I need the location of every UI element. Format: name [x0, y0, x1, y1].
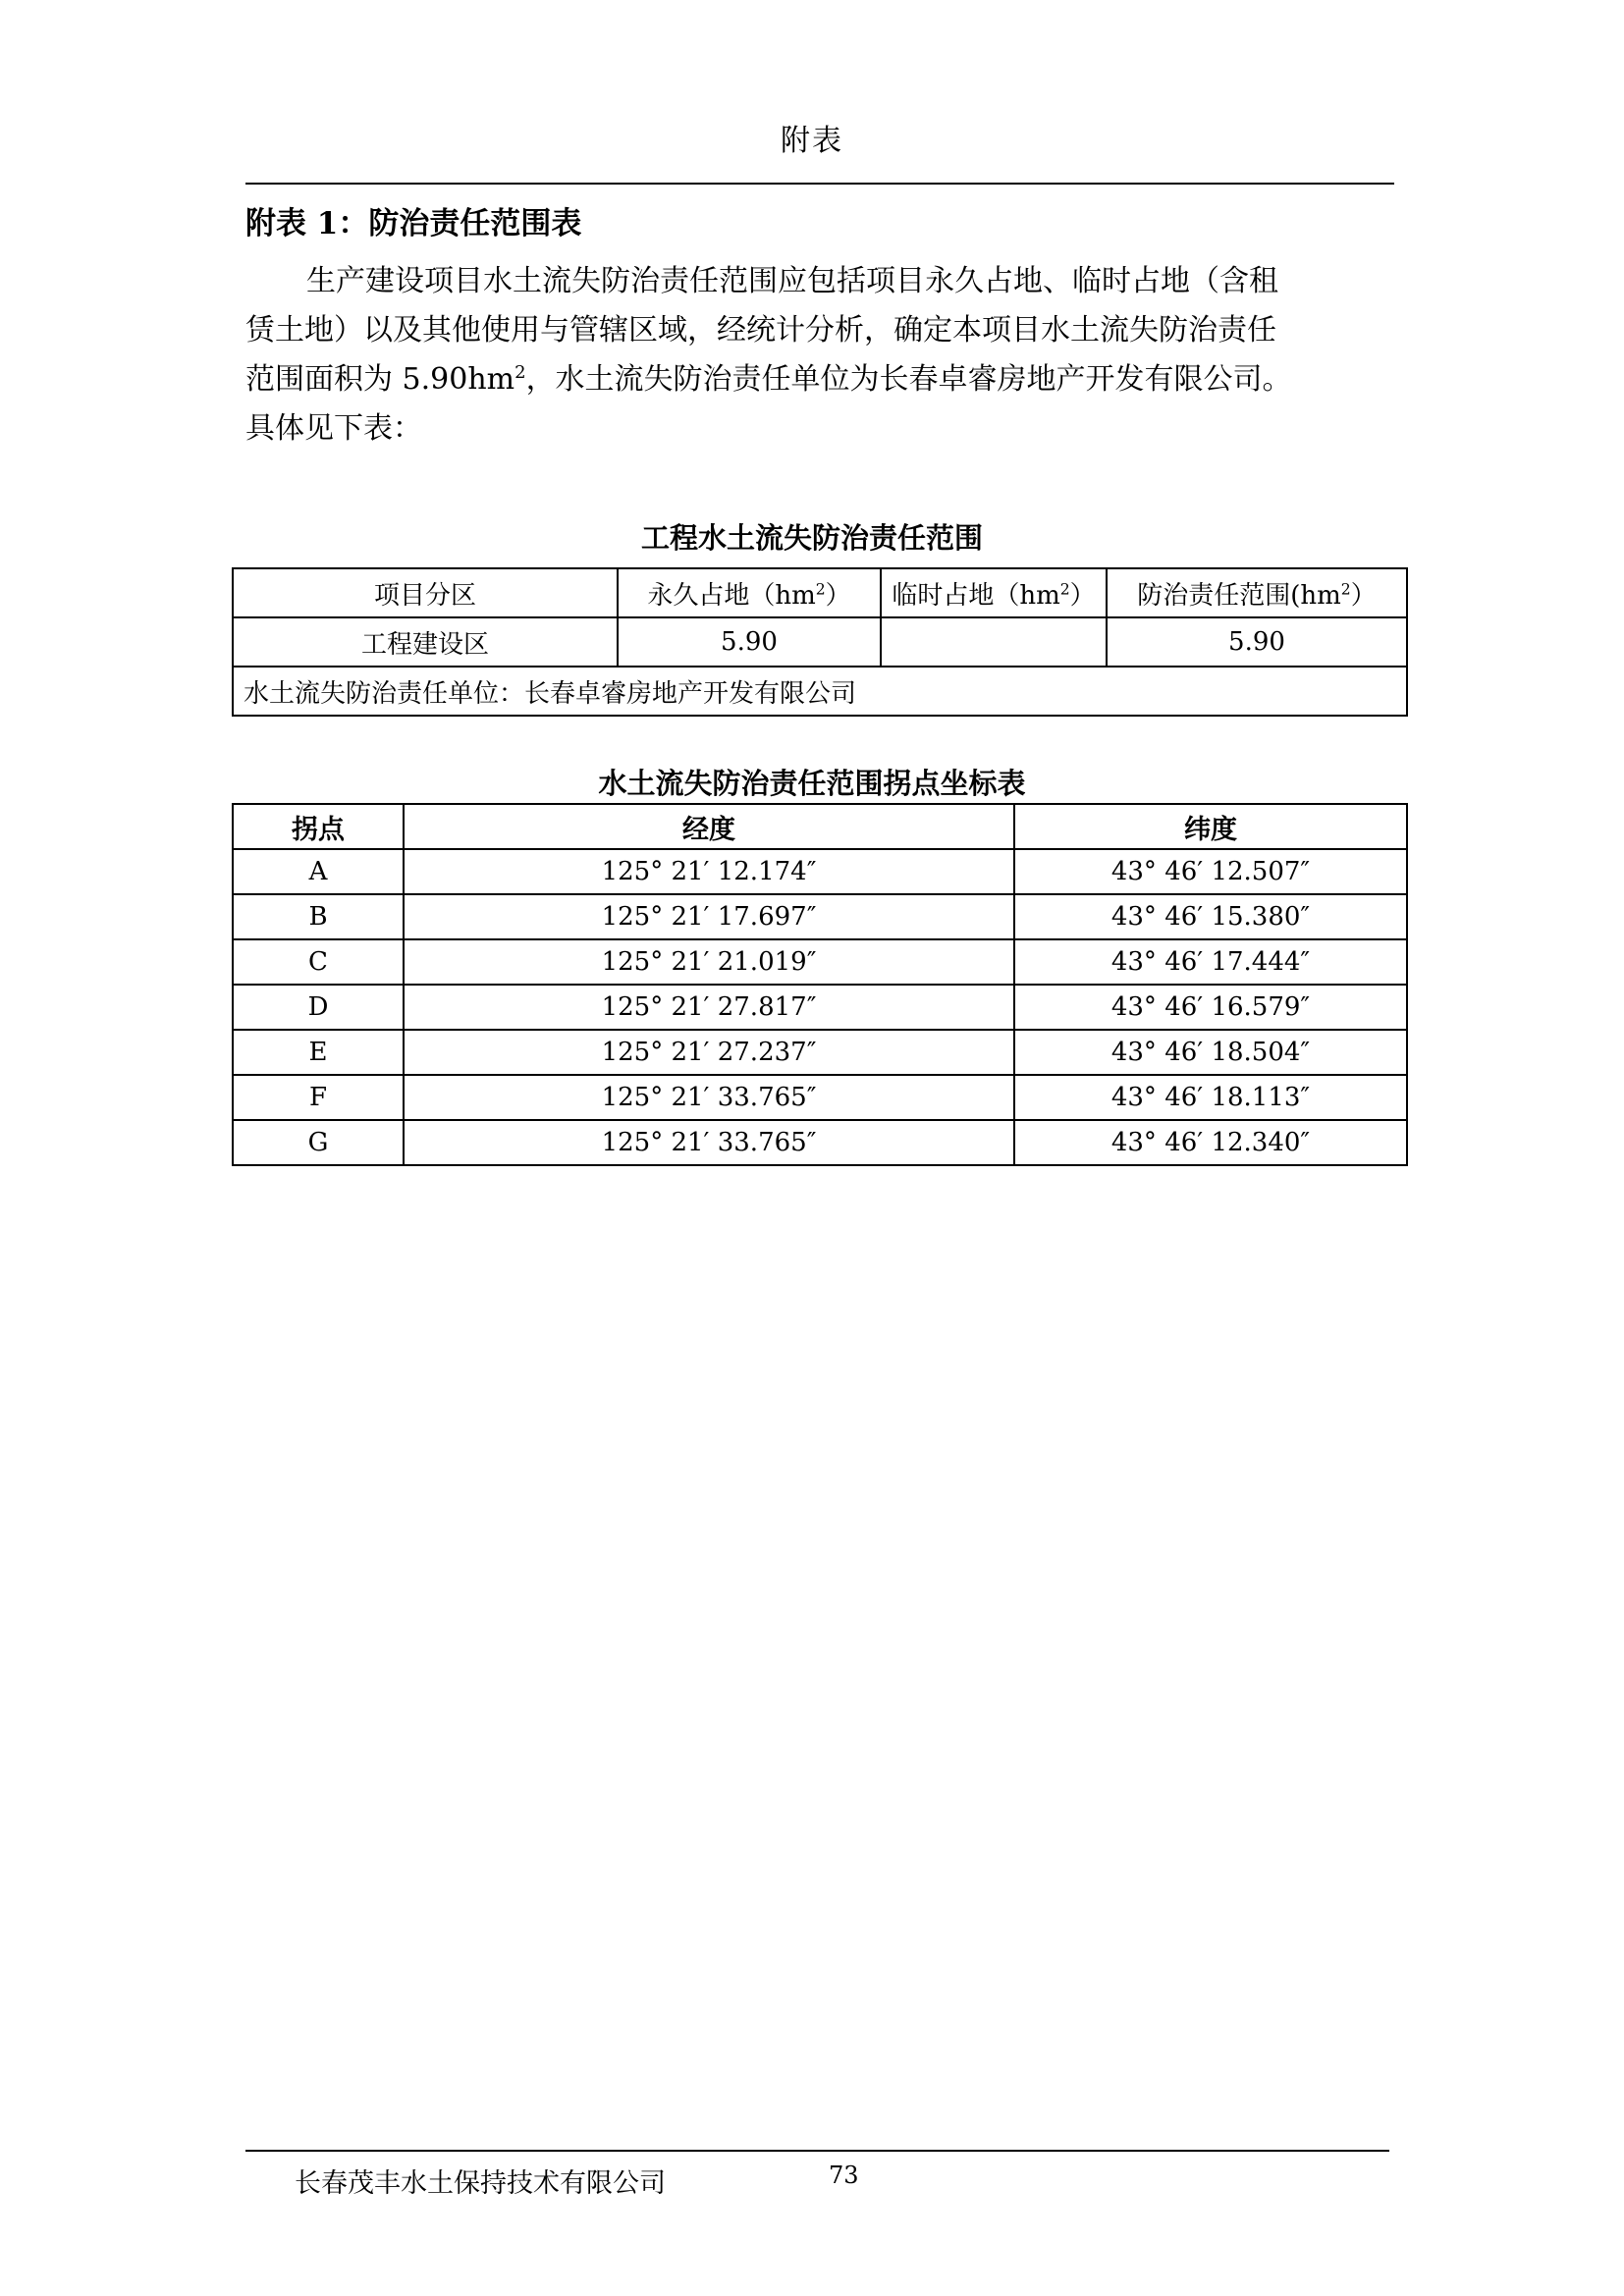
table-row — [233, 939, 1407, 985]
latitude-cell: 43° 46′ 16.579″ — [1014, 985, 1407, 1030]
table1-cell-zone: 工程建设区 — [233, 617, 618, 667]
latitude-cell: 43° 46′ 12.340″ — [1014, 1120, 1407, 1165]
latitude-cell: 43° 46′ 18.504″ — [1014, 1030, 1407, 1075]
coordinates-table — [232, 803, 1408, 1166]
latitude-cell: 43° 46′ 15.380″ — [1014, 894, 1407, 939]
paragraph-line-2: 赁土地）以及其他使用与管辖区域，经统计分析，确定本项目水土流失防治责任 — [245, 313, 1276, 347]
section-heading: 附表 1：防治责任范围表 — [245, 206, 582, 241]
footer-company: 长春茂丰水土保持技术有限公司 — [295, 2168, 666, 2199]
longitude-cell: 125° 21′ 17.697″ — [404, 894, 1014, 939]
longitude-cell: 125° 21′ 21.019″ — [404, 939, 1014, 985]
table2-header-lon: 经度 — [404, 804, 1014, 849]
table-row — [233, 894, 1407, 939]
table1-cell-total: 5.90 — [1107, 617, 1407, 667]
paragraph-line-3b: ，水土流失防治责任单位为长春卓睿房地产开发有限公司。 — [525, 362, 1292, 397]
table1-header-permanent: 永久占地$(hm^2)$ — [618, 568, 881, 617]
longitude-cell: 125° 21′ 33.765″ — [404, 1075, 1014, 1120]
table-row — [233, 849, 1407, 894]
point-cell: A — [233, 849, 404, 894]
paragraph-line-1: 生产建设项目水土流失防治责任范围应包括项目永久占地、临时占地（含租 — [306, 264, 1278, 298]
table1-header-row — [233, 568, 1407, 617]
table-row — [233, 617, 1407, 667]
table1-header-total: 防治责任范围$(hm^2)$ — [1107, 568, 1407, 617]
table1-note-row — [233, 667, 1407, 716]
table1-header-temporary: 临时占地$(hm^2)$ — [881, 568, 1107, 617]
point-cell: E — [233, 1030, 404, 1075]
table2-header-row — [233, 804, 1407, 849]
table-row — [233, 1030, 1407, 1075]
table-row — [233, 985, 1407, 1030]
table2-header-lat: 纬度 — [1014, 804, 1407, 849]
table1-note: 水土流失防治责任单位：长春卓睿房地产开发有限公司 — [233, 667, 1407, 716]
point-cell: D — [233, 985, 404, 1030]
table1-cell-temporary — [881, 617, 1107, 667]
footer-divider — [245, 2150, 1389, 2152]
table2-caption: 水土流失防治责任范围拐点坐标表 — [598, 767, 1026, 800]
header-divider — [245, 183, 1394, 185]
table-row — [233, 1120, 1407, 1165]
longitude-cell: 125° 21′ 33.765″ — [404, 1120, 1014, 1165]
longitude-cell: 125° 21′ 27.237″ — [404, 1030, 1014, 1075]
latitude-cell: 43° 46′ 17.444″ — [1014, 939, 1407, 985]
responsibility-table — [232, 567, 1408, 717]
table1-header-zone: 项目分区 — [233, 568, 618, 617]
intro-paragraph — [245, 257, 1394, 454]
table1-cell-permanent: 5.90 — [618, 617, 881, 667]
longitude-cell: 125° 21′ 27.817″ — [404, 985, 1014, 1030]
point-cell: C — [233, 939, 404, 985]
table1-caption: 工程水土流失防治责任范围 — [640, 521, 983, 555]
point-cell: F — [233, 1075, 404, 1120]
table2-header-point: 拐点 — [233, 804, 404, 849]
paragraph-line-4: 具体见下表： — [245, 411, 422, 446]
point-cell: G — [233, 1120, 404, 1165]
page-header-title: 附表 — [781, 124, 843, 158]
point-cell: B — [233, 894, 404, 939]
latitude-cell: 43° 46′ 12.507″ — [1014, 849, 1407, 894]
page-number: 73 — [829, 2162, 859, 2189]
longitude-cell: 125° 21′ 12.174″ — [404, 849, 1014, 894]
paragraph-line-3a: 范围面积为 5.90hm — [245, 362, 515, 397]
paragraph-sup: 2 — [514, 362, 526, 383]
table-row — [233, 1075, 1407, 1120]
latitude-cell: 43° 46′ 18.113″ — [1014, 1075, 1407, 1120]
